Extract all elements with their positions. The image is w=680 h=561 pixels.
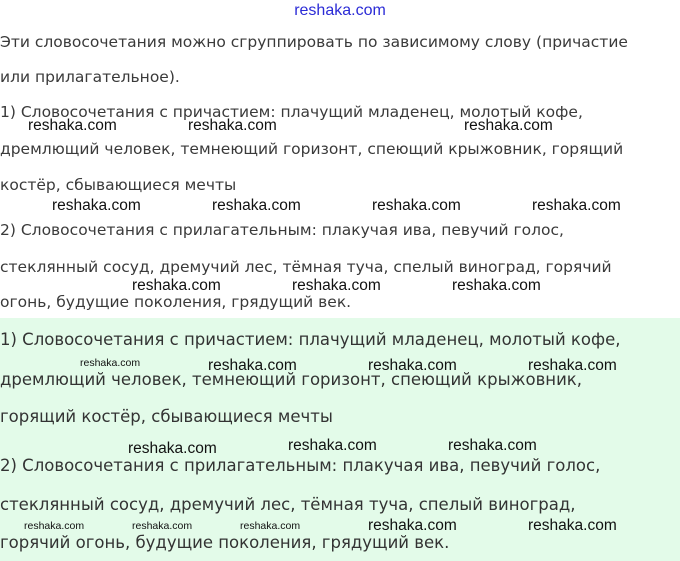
watermark: reshaka.com — [528, 517, 617, 534]
answer-participle-line-1: 1) Словосочетания с причастием: плачущий младенец, молотый кофе, — [0, 330, 621, 349]
watermark: reshaka.com — [368, 517, 457, 534]
answer-participle-line-2: дремлющий человек, темнеющий горизонт, спеющий крыжовник, — [0, 370, 583, 389]
intro-line-2: или прилагательное). — [0, 68, 180, 86]
watermark: reshaka.com — [212, 197, 301, 214]
watermark: reshaka.com — [464, 117, 553, 134]
answer-participle-line-3: горящий костёр, сбывающиеся мечты — [0, 407, 333, 426]
participle-group-line-3: костёр, сбывающиеся мечты — [0, 176, 237, 194]
watermark: reshaka.com — [452, 277, 541, 294]
watermark: reshaka.com — [52, 197, 141, 214]
watermark: reshaka.com — [132, 520, 193, 532]
watermark: reshaka.com — [188, 117, 277, 134]
watermark: reshaka.com — [368, 357, 457, 374]
watermark: reshaka.com — [240, 520, 301, 532]
watermark: reshaka.com — [372, 197, 461, 214]
watermark: reshaka.com — [28, 117, 117, 134]
watermark: reshaka.com — [532, 197, 621, 214]
watermark: reshaka.com — [132, 277, 221, 294]
participle-group-line-1: 1) Словосочетания с причастием: плачущий младенец, молотый кофе, — [0, 103, 583, 121]
intro-line-1: Эти словосочетания можно сгруппировать по зависимому слову (причастие — [0, 33, 628, 51]
watermark: reshaka.com — [128, 440, 217, 457]
watermark: reshaka.com — [292, 277, 381, 294]
watermark: reshaka.com — [448, 437, 537, 454]
participle-group-line-2: дремлющий человек, темнеющий горизонт, спеющий крыжовник, горящий — [0, 140, 624, 158]
adjective-group-line-2: стеклянный сосуд, дремучий лес, тёмная туча, спелый виноград, горячий — [0, 258, 612, 276]
adjective-group-line-1: 2) Словосочетания с прилагательным: плакучая ива, певучий голос, — [0, 221, 564, 239]
answer-adjective-line-3: горячий огонь, будущие поколения, грядущий век. — [0, 533, 450, 552]
answer-adjective-line-2: стеклянный сосуд, дремучий лес, тёмная туча, спелый виноград, — [0, 495, 576, 514]
watermark: reshaka.com — [24, 520, 85, 532]
adjective-group-line-3: огонь, будущие поколения, грядущий век. — [0, 293, 352, 311]
watermark: reshaka.com — [288, 437, 377, 454]
answer-adjective-line-1: 2) Словосочетания с прилагательным: плакучая ива, певучий голос, — [0, 456, 601, 475]
watermark: reshaka.com — [528, 357, 617, 374]
site-link[interactable]: reshaka.com — [294, 2, 386, 19]
watermark: reshaka.com — [80, 357, 141, 369]
watermark: reshaka.com — [208, 357, 297, 374]
